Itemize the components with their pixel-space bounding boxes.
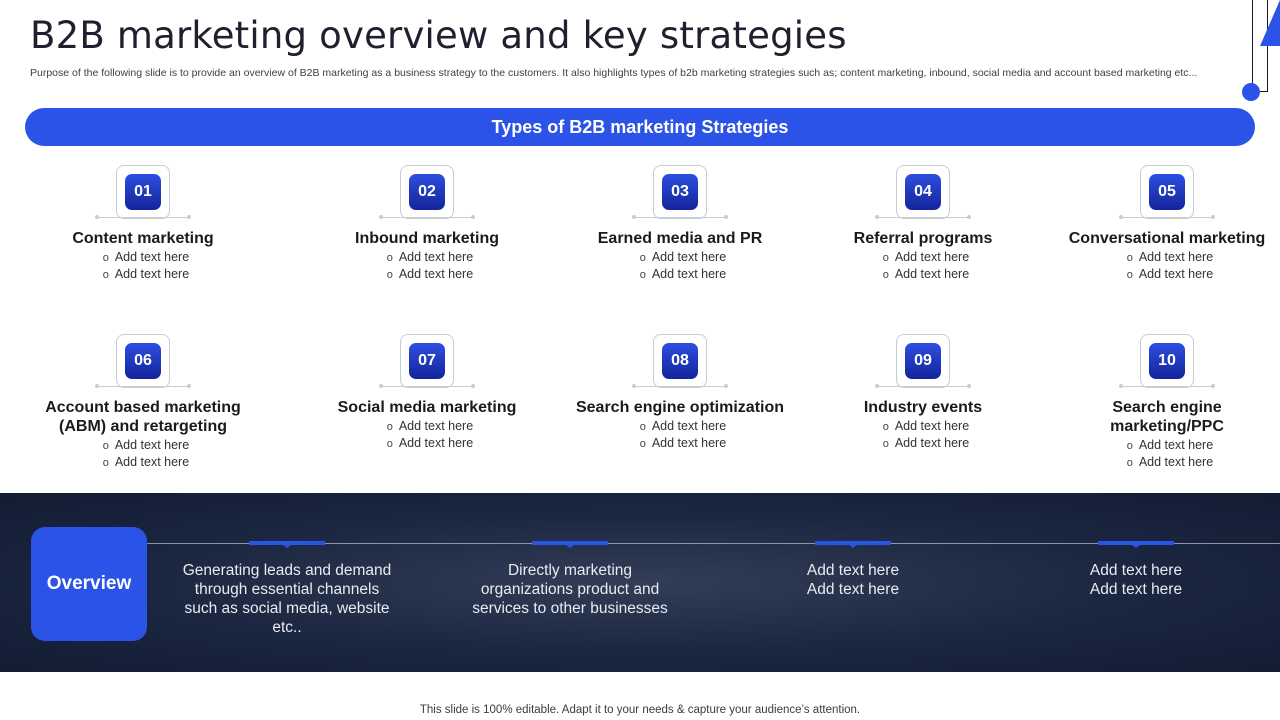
badge-underline [634, 386, 726, 387]
strategy-card [1057, 334, 1277, 471]
badge-underline [1121, 386, 1213, 387]
bullet-item: o Add text here [570, 249, 790, 266]
bullet-item: o Add text here [813, 435, 1033, 452]
bullet-item: o Add text here [813, 266, 1033, 283]
badge-underline [634, 217, 726, 218]
strategy-title: Industry events [863, 399, 983, 416]
strategy-bullets [317, 418, 537, 452]
bullet-item: o Add text here [317, 418, 537, 435]
number-badge-frame [813, 165, 1033, 221]
bullet-item: o Add text here [317, 435, 537, 452]
strategy-title: Account based marketing (ABM) and retargeting [45, 399, 241, 435]
strategy-bullets [813, 249, 1033, 283]
slide-subtitle: Purpose of the following slide is to provide an overview of B2B marketing as a business strategy to the customers. It also highlights types of b2b marketing strategies such as; content marketing, inbound, social media and account based marketing etc... [30, 67, 1198, 79]
overview-label-box: Overview [31, 527, 147, 641]
number-badge-frame [1057, 334, 1277, 390]
overview-item-text: Generating leads and demand through essential channels such as social media, website etc.. [182, 562, 392, 636]
number-badge-frame [33, 334, 253, 390]
strategy-number: 01 [125, 174, 161, 210]
number-badge-frame [570, 165, 790, 221]
timeline-marker [532, 541, 608, 545]
badge-underline [877, 386, 969, 387]
overview-item-text: Add text here Add text here [806, 562, 900, 598]
bullet-item: o Add text here [317, 266, 537, 283]
strategy-title: Inbound marketing [355, 230, 499, 247]
strategy-card [33, 334, 253, 471]
corner-decoration-triangle [1260, 0, 1280, 46]
timeline-marker [249, 541, 325, 545]
bullet-item: o Add text here [33, 249, 253, 266]
strategy-card [1057, 165, 1277, 283]
bullet-item: o Add text here [813, 249, 1033, 266]
strategy-number: 02 [409, 174, 445, 210]
number-badge-frame [1057, 165, 1277, 221]
strategy-card [33, 165, 253, 283]
slide-title: B2B marketing overview and key strategies [30, 14, 847, 57]
strategy-number: 07 [409, 343, 445, 379]
bullet-item: o Add text here [570, 266, 790, 283]
strategy-title: Search engine optimization [575, 399, 785, 416]
number-badge-frame [570, 334, 790, 390]
bullet-item: o Add text here [1057, 454, 1277, 471]
strategy-number: 06 [125, 343, 161, 379]
strategy-card [813, 165, 1033, 283]
strategy-title: Conversational marketing [1068, 230, 1266, 247]
strategy-title: Earned media and PR [597, 230, 763, 247]
timeline-marker [1098, 541, 1174, 545]
strategy-card [570, 334, 790, 452]
bullet-item: o Add text here [1057, 249, 1277, 266]
strategy-title: Content marketing [72, 230, 214, 247]
strategy-number: 10 [1149, 343, 1185, 379]
overview-item-text: Add text here Add text here [1089, 562, 1183, 598]
bullet-item: o Add text here [1057, 266, 1277, 283]
strategy-card [317, 334, 537, 452]
strategy-title: Search engine marketing/PPC [1110, 399, 1224, 435]
strategy-bullets [570, 249, 790, 283]
bullet-item: o Add text here [813, 418, 1033, 435]
strategy-title: Referral programs [853, 230, 993, 247]
strategy-bullets [813, 418, 1033, 452]
badge-underline [877, 217, 969, 218]
strategy-bullets [570, 418, 790, 452]
strategy-card [317, 165, 537, 283]
badge-underline [97, 217, 189, 218]
overview-item-text: Directly marketing organizations product and services to other businesses [472, 562, 668, 617]
badge-underline [1121, 217, 1213, 218]
badge-underline [381, 386, 473, 387]
timeline-marker [815, 541, 891, 545]
bullet-item: o Add text here [317, 249, 537, 266]
number-badge-frame [317, 334, 537, 390]
strategy-number: 04 [905, 174, 941, 210]
strategy-card [570, 165, 790, 283]
strategy-bullets [1057, 437, 1277, 471]
bullet-item: o Add text here [570, 418, 790, 435]
bullet-item: o Add text here [33, 454, 253, 471]
strategy-card [813, 334, 1033, 452]
badge-underline [381, 217, 473, 218]
badge-underline [97, 386, 189, 387]
strategy-title: Social media marketing [337, 399, 517, 416]
number-badge-frame [813, 334, 1033, 390]
bullet-item: o Add text here [33, 437, 253, 454]
strategy-number: 09 [905, 343, 941, 379]
strategy-number: 08 [662, 343, 698, 379]
number-badge-frame [317, 165, 537, 221]
number-badge-frame [33, 165, 253, 221]
footer-note: This slide is 100% editable. Adapt it to your needs & capture your audience’s attention. [419, 704, 861, 716]
strategy-bullets [33, 437, 253, 471]
strategy-bullets [1057, 249, 1277, 283]
bullet-item: o Add text here [1057, 437, 1277, 454]
strategy-number: 03 [662, 174, 698, 210]
strategy-bullets [33, 249, 253, 283]
corner-decoration-dot [1242, 83, 1260, 101]
bullet-item: o Add text here [570, 435, 790, 452]
strategies-banner: Types of B2B marketing Strategies [25, 108, 1255, 146]
strategy-number: 05 [1149, 174, 1185, 210]
bullet-item: o Add text here [33, 266, 253, 283]
strategy-bullets [317, 249, 537, 283]
